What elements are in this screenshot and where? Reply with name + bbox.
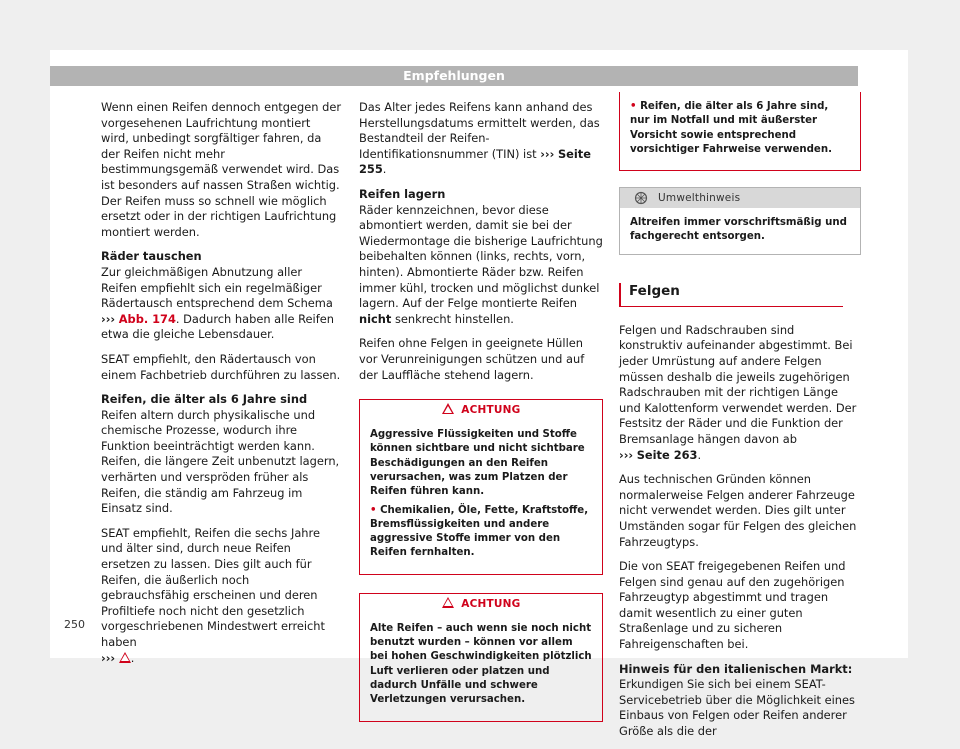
paragraph: Wenn einen Reifen dennoch entgegen der vorgesehenen Laufrichtung montiert wird, unbedingt sorgfältiger fahren, da der Reifen nicht mehr bestimmungsgemäß verwendet wird. Das ist besonders auf nassen Straßen wichtig. Der Reifen muss so schnell wie möglich ersetzt oder in der richtigen Laufrichtung montiert werden.: [101, 100, 342, 239]
paragraph: Hinweis für den italienischen Markt: Erkundigen Sie sich bei einem SEAT-Servicebetrieb über die Möglichkeit eines Einbaus von Felgen oder Reifen anderer Größe als die der: [619, 661, 855, 739]
leaf-icon: [634, 191, 648, 205]
warning-box-header: ACHTUNG: [360, 594, 602, 614]
paragraph: Aus technischen Gründen können normalerweise Felgen anderer Fahrzeuge nicht verwendet werden. Dies gilt unter Umständen sogar für Felgen des gleichen Fahrzeugtyps.: [619, 472, 857, 549]
bullet: •: [630, 101, 637, 112]
warning-triangle-icon: [442, 597, 454, 608]
warning-triangle-icon: [442, 403, 454, 414]
link-arrow[interactable]: ›››: [540, 146, 555, 161]
warning-box-body: • Reifen, die älter als 6 Jahre sind, nur im Notfall und mit äußerster Vorsicht sowie entsprechend vorsichtiger Fahrweise verwenden.: [630, 101, 832, 155]
paragraph: Räder kennzeichnen, bevor diese abmontiert werden, damit sie bei der Wiedermontage die bisherige Laufrichtung beibehalten können (links, rechts, vorn, hinten). Abmontierte Räder bzw. Reifen immer kühl, trocken und möglichst dunkel lagern. Auf der Felge montierte Reifen nicht senkrecht hinstellen.: [359, 202, 603, 326]
column-3: [619, 100, 861, 749]
paragraph: Das Alter jedes Reifens kann anhand des Herstellungsdatums ermittelt werden, das Bestandteil der Reifen-Identifikationsnummer (TIN) ist ››› Seite 255.: [359, 100, 600, 177]
page-number: 250: [64, 618, 85, 631]
subheading-raeder-tauschen: Räder tauschen: [101, 249, 202, 264]
link-arrow[interactable]: ›››: [619, 447, 634, 462]
environment-note-box: [619, 187, 861, 255]
paragraph: Reifen ohne Felgen in geeignete Hüllen vor Verunreinigungen schützen und auf der Lauffläche stehend lagern.: [359, 336, 585, 382]
link-arrow[interactable]: ›››: [101, 650, 116, 665]
paragraph: Zur gleichmäßigen Abnutzung aller Reifen empfiehlt sich ein regelmäßiger Rädertausch entsprechend dem Schema ››› Abb. 174. Dadurch haben alle Reifen etwa die gleiche Lebensdauer.: [101, 264, 334, 342]
page-reference-link[interactable]: Seite 255: [359, 146, 591, 177]
link-arrow[interactable]: ›››: [101, 311, 116, 326]
paragraph: Die von SEAT freigegebenen Reifen und Felgen sind genau auf den zugehörigen Fahrzeugtyp abgestimmt und tragen damit wesentlich zu einer guten Straßenlage und zu sicheren Fahreigenschaften bei.: [619, 559, 846, 652]
paragraph: SEAT empfiehlt, Reifen die sechs Jahre und älter sind, durch neue Reifen ersetzen zu lassen. Dies gilt auch für Reifen, die äußerlich noch gebrauchsfähig erscheinen und deren Profiltiefe noch nicht den gesetzlich vorgeschriebenen Mindestwert erreicht haben ››› .: [101, 525, 325, 665]
warning-box-body: Aggressive Flüssigkeiten und Stoffe können sichtbare und nicht sichtbare Beschädigungen an den Reifen verursachen, was zum Platzen der Reifen führen kann. • Chemikalien, Öle, Fette, Kraftstoffe, Bremsflüssigkeiten und andere aggressive Stoffe immer von den Reifen fernhalten.: [370, 429, 589, 559]
page-header: Empfehlungen: [50, 66, 858, 86]
paragraph: Felgen und Radschrauben sind konstruktiv aufeinander abgestimmt. Bei jeder Umrüstung auf andere Felgen müssen deshalb die jeweils zugehörigen Radschrauben mit der richtigen Länge und Kalottenform verwendet werden. Der Festsitz der Räder und die Funktion der Bremsanlage hängen davon ab ››› Seite 263.: [619, 322, 857, 462]
environment-note-body: Altreifen immer vorschriftsmäßig und fachgerecht entsorgen.: [630, 217, 847, 243]
warning-box: [359, 593, 603, 722]
subheading-alte-reifen: Reifen, die älter als 6 Jahre sind: [101, 392, 308, 407]
paragraph: SEAT empfiehlt, den Rädertausch von einem Fachbetrieb durchführen zu lassen.: [101, 351, 341, 382]
paragraph: Reifen altern durch physikalische und chemische Prozesse, wodurch ihre Funktion beeinträchtigt werden kann. Reifen, die längere Zeit unbenutzt lagern, verhärten und verspröden früher als Reifen, die ständig am Fahrzeug im Einsatz sind.: [101, 407, 340, 516]
subheading-reifen-lagern: Reifen lagern: [359, 186, 446, 201]
environment-note-header: Umwelthinweis: [620, 188, 860, 208]
column-2: [359, 100, 603, 738]
page-reference-link[interactable]: Seite 263: [636, 447, 698, 462]
warning-box-header: ACHTUNG: [360, 400, 602, 420]
warning-box: [359, 399, 603, 575]
figure-reference-link[interactable]: Abb. 174: [118, 311, 176, 326]
section-heading-felgen: Felgen: [619, 283, 843, 307]
warning-box-continued: [619, 92, 861, 171]
bullet: •: [370, 504, 377, 516]
warning-box-body: Alte Reifen – auch wenn sie noch nicht benutzt wurden – können vor allem bei hohen Geschwindigkeiten plötzlich Luft verlieren oder platzen und dadurch Unfälle und schwere Verletzungen verursachen.: [370, 622, 592, 706]
column-1: [101, 100, 341, 675]
warning-triangle-icon[interactable]: [119, 652, 131, 663]
